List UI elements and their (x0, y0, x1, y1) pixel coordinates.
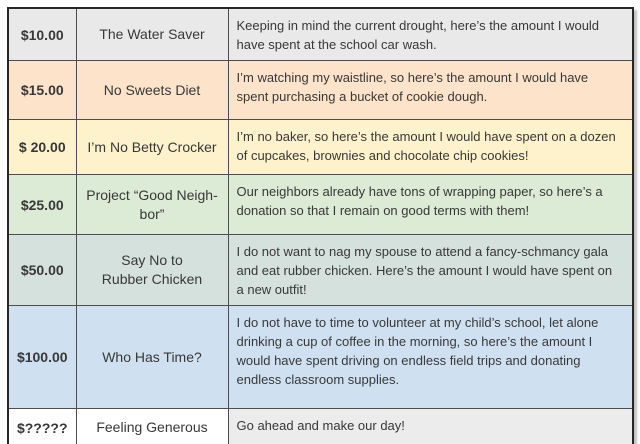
amount-cell (8, 175, 76, 235)
amount-value: $100.00 (16, 349, 68, 365)
table-row (8, 409, 633, 444)
description-text: I’m no baker, so here’s the amount I would have spent on a dozen of cupcakes, brownies and chocolate chip cookies! (236, 129, 616, 163)
title-line: Rubber Chicken (101, 271, 203, 287)
description-text: Go ahead and make our day! (236, 418, 405, 433)
description-cell (228, 409, 633, 444)
title-line: Project “Good Neigh- (86, 186, 218, 203)
amount-cell (8, 8, 76, 61)
title-cell (76, 175, 228, 235)
title-cell (76, 306, 228, 409)
title-line: No Sweets Diet (103, 81, 201, 98)
description-cell (228, 306, 633, 409)
title-line: The Water Saver (99, 26, 205, 42)
amount-cell (8, 409, 76, 444)
title-cell (76, 120, 228, 175)
description-cell (228, 120, 633, 175)
title-line: Feeling Generous (96, 419, 208, 436)
description-text: Our neighbors already have tons of wrapping paper, so here’s a donation so that I remain on good terms with them! (236, 184, 603, 218)
description-cell (228, 8, 633, 61)
amount-cell (8, 235, 76, 306)
title-cell (76, 8, 228, 61)
title-cell (76, 409, 228, 444)
amount-value: $10.00 (20, 26, 64, 43)
table-body (8, 8, 633, 444)
title-line: Who Has Time? (102, 348, 202, 365)
table-row (8, 175, 633, 235)
description-text: I’m watching my waistline, so here’s the amount I would have spent purchasing a bucket of cookie dough. (236, 70, 589, 104)
table-row (8, 306, 633, 409)
amount-cell (8, 306, 76, 409)
amount-cell (8, 120, 76, 175)
title-line: Say No to (121, 252, 183, 268)
amount-cell (8, 61, 76, 120)
amount-value: $15.00 (20, 82, 64, 98)
title-line: I’m No Betty Crocker (87, 138, 217, 155)
amount-value: $????? (16, 419, 68, 436)
table-row (8, 235, 633, 306)
description-cell (228, 235, 633, 306)
description-text: I do not have to time to volunteer at my child’s school, let alone drinking a cup of coffee in the morning, so here’s the amount I would have spent driving on endless field trips and donating endless classroom supplies. (236, 315, 599, 387)
pledge-table (7, 7, 634, 444)
description-text: I do not want to nag my spouse to attend a fancy-schmancy gala and eat rubber chicken. Here’s the amount I would have spent on a new outfit! (236, 244, 613, 297)
table-row (8, 61, 633, 120)
description-text: Keeping in mind the current drought, here’s the amount I would have spent at the school car wash. (236, 18, 600, 52)
description-cell (228, 61, 633, 120)
amount-value: $ 20.00 (18, 139, 66, 155)
table-row (8, 8, 633, 61)
title-line: bor” (139, 205, 165, 222)
title-cell (76, 61, 228, 120)
description-cell (228, 175, 633, 235)
amount-value: $25.00 (20, 196, 64, 213)
title-cell (76, 235, 228, 306)
amount-value: $50.00 (20, 262, 64, 278)
table-row (8, 120, 633, 175)
